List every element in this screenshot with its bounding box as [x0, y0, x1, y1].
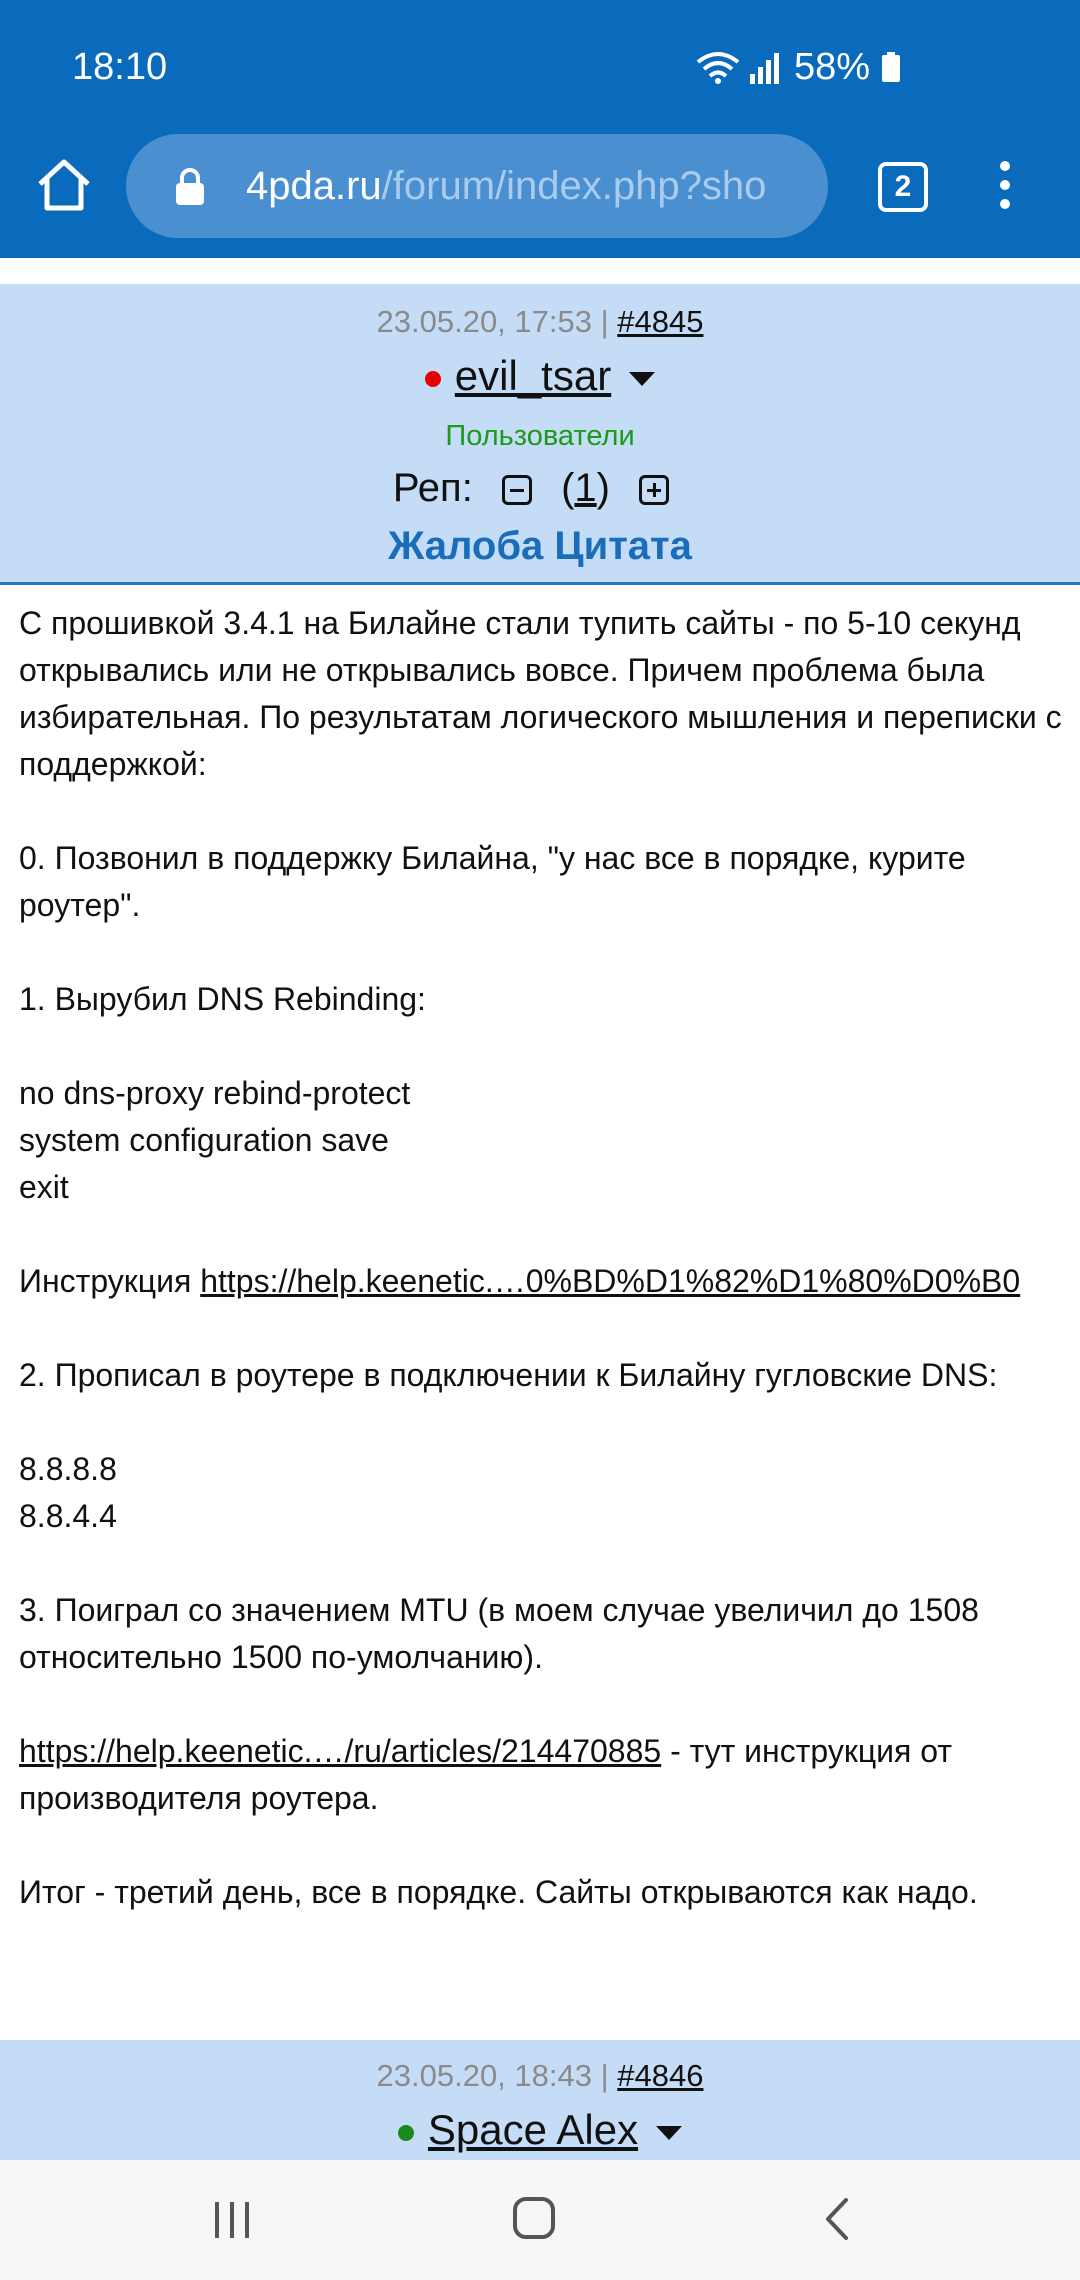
tab-switcher-button[interactable] [878, 162, 928, 212]
url-path: /forum/index.php?sho [381, 163, 767, 208]
back-icon[interactable] [822, 2196, 852, 2242]
reputation-row: Реп: (1) [0, 466, 1080, 511]
battery-percent: 58% [793, 46, 870, 88]
system-nav-bar [0, 2160, 1080, 2280]
post-header [0, 2040, 1080, 2160]
post-paragraph: Итог - третий день, все в порядке. Сайты открываются как надо. [19, 1874, 978, 1910]
author-name-link[interactable]: evil_tsar [454, 352, 612, 399]
author-name-link[interactable]: Space Alex [427, 2106, 639, 2153]
instruction-line: Инструкция https://help.keenetic.…0%BD%D1%82%D1%80%D0%B0 [19, 1263, 1021, 1299]
post-paragraph: 2. Прописал в роутере в подключении к Билайну гугловские DNS: [19, 1357, 998, 1393]
lock-icon [174, 166, 206, 206]
browser-toolbar [0, 0, 1080, 258]
user-group: Пользователи [445, 420, 635, 452]
status-time: 18:10 [72, 46, 168, 88]
post-header [0, 284, 1080, 585]
command-line: no dns-proxy rebind-protect [19, 1075, 411, 1111]
dns-line: 8.8.4.4 [19, 1498, 117, 1534]
post-number-link[interactable]: #4846 [617, 2058, 704, 2093]
dns-line: 8.8.8.8 [19, 1451, 117, 1487]
post-paragraph: С прошивкой 3.4.1 на Билайне стали тупить сайты - по 5-10 секунд открывались или не открывались вовсе. Причем проблема была избирательная. По результатам логического мышления и переписки с поддержкой: [19, 605, 1062, 782]
mtu-line: https://help.keenetic.…/ru/articles/214470885 - тут инструкция от производителя роутера. [19, 1733, 952, 1816]
url-host: 4pda.ru [246, 163, 382, 208]
post-date: 23.05.20, 17:53 | [376, 304, 618, 339]
post-author [0, 352, 1080, 400]
home-icon[interactable] [34, 154, 94, 214]
url-bar[interactable] [126, 134, 828, 238]
rep-minus-icon[interactable] [502, 475, 532, 505]
signal-icon [748, 52, 782, 84]
post-body [19, 600, 1069, 1916]
more-menu-icon[interactable] [996, 160, 1014, 210]
chevron-down-icon[interactable] [656, 2126, 682, 2140]
rep-plus-icon[interactable] [639, 475, 669, 505]
post-paragraph: 0. Позвонил в поддержку Билайна, "у нас все в порядке, курите роутер". [19, 840, 966, 923]
chevron-down-icon[interactable] [629, 372, 655, 386]
rep-count-link[interactable]: 1 [574, 466, 597, 510]
rep-label: Реп: [392, 466, 473, 510]
tab-count: 2 [894, 170, 912, 203]
post-number-link[interactable]: #4845 [617, 304, 704, 339]
post-paragraph: 1. Вырубил DNS Rebinding: [19, 981, 426, 1017]
post-meta [0, 2058, 1080, 2094]
online-status-dot [425, 371, 441, 387]
wifi-icon [694, 50, 742, 84]
battery-icon [882, 52, 900, 82]
post-date: 23.05.20, 18:43 | [376, 2058, 618, 2093]
command-line: exit [19, 1169, 69, 1205]
home-nav-icon[interactable] [512, 2196, 556, 2240]
command-line: system configuration save [19, 1122, 389, 1158]
post-paragraph: 3. Поиграл со значением MTU (в моем случае увеличил до 1508 относительно 1500 по-умолчанию). [19, 1592, 979, 1675]
online-status-dot [398, 2125, 414, 2141]
mtu-link[interactable]: https://help.keenetic.…/ru/articles/214470885 [19, 1733, 662, 1769]
recents-icon[interactable] [212, 2200, 252, 2240]
instruction-link[interactable]: https://help.keenetic.…0%BD%D1%82%D1%80%D0%B0 [200, 1263, 1021, 1299]
post-meta [0, 304, 1080, 340]
post-actions[interactable]: Жалоба Цитата [388, 524, 692, 568]
status-bar [0, 0, 1080, 130]
post-author [0, 2106, 1080, 2154]
